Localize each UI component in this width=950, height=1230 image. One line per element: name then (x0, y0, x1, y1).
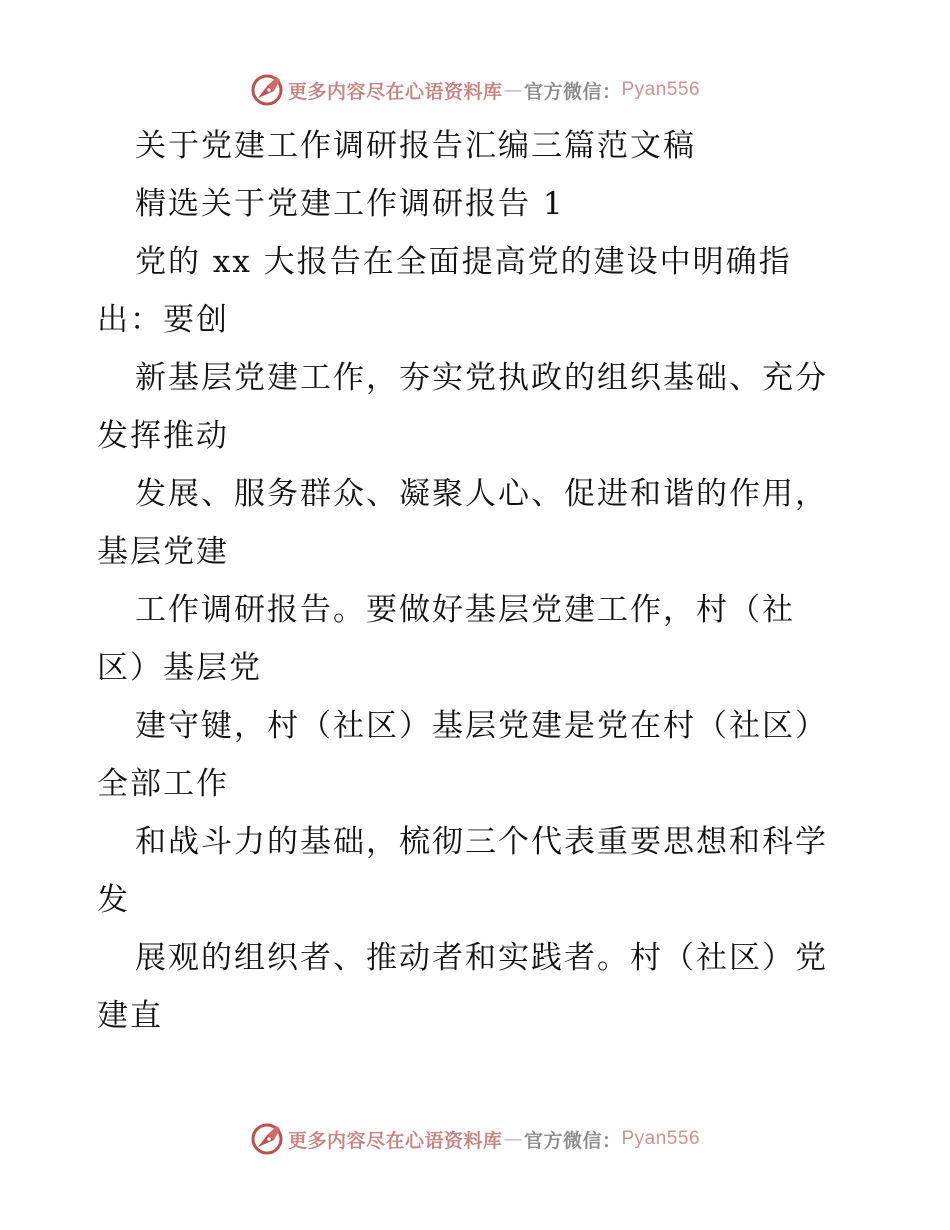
paragraph-line: 党的 xx 大报告在全面提高党的建设中明确指 (135, 244, 792, 280)
footer-separator: — (503, 1128, 523, 1150)
document-body (97, 117, 867, 1045)
paragraph-line: 发 (97, 882, 130, 918)
paragraph-line: 基层党建 (97, 534, 229, 570)
footer-wechat-id: Pyan556 (621, 1128, 701, 1149)
header-separator: — (503, 79, 523, 101)
paragraph-line: 全部工作 (97, 766, 229, 802)
header-wechat-label: 官方微信： (523, 80, 622, 103)
document-subtitle: 精选关于党建工作调研报告 1 (135, 186, 565, 222)
footer-brand-text: 更多内容尽在心语资料库 (287, 1129, 503, 1152)
paragraph-line: 建守键，村（社区）基层党建是党在村（社区） (135, 708, 828, 744)
paragraph-line: 和战斗力的基础，梳彻三个代表重要思想和科学 (135, 824, 828, 860)
header-wechat-id: Pyan556 (621, 79, 701, 100)
document-title: 关于党建工作调研报告汇编三篇范文稿 (135, 128, 696, 164)
footer-banner (0, 1119, 950, 1159)
paragraph-line: 发展、服务群众、凝聚人心、促进和谐的作用， (135, 476, 828, 512)
paragraph-line: 建直 (97, 998, 163, 1034)
paragraph-line: 区）基层党 (97, 650, 262, 686)
paragraph-line: 工作调研报告。要做好基层党建工作，村（社 (135, 592, 795, 628)
header-brand-text: 更多内容尽在心语资料库 (287, 80, 503, 103)
header-banner (0, 70, 950, 110)
pen-logo-icon (250, 73, 284, 107)
paragraph-line: 出：要创 (97, 302, 229, 338)
pen-logo-icon (250, 1122, 284, 1156)
paragraph-line: 发挥推动 (97, 418, 229, 454)
paragraph-line: 新基层党建工作，夯实党执政的组织基础、充分 (135, 360, 828, 396)
footer-wechat-label: 官方微信： (523, 1129, 622, 1152)
paragraph-line: 展观的组织者、推动者和实践者。村（社区）党 (135, 940, 828, 976)
